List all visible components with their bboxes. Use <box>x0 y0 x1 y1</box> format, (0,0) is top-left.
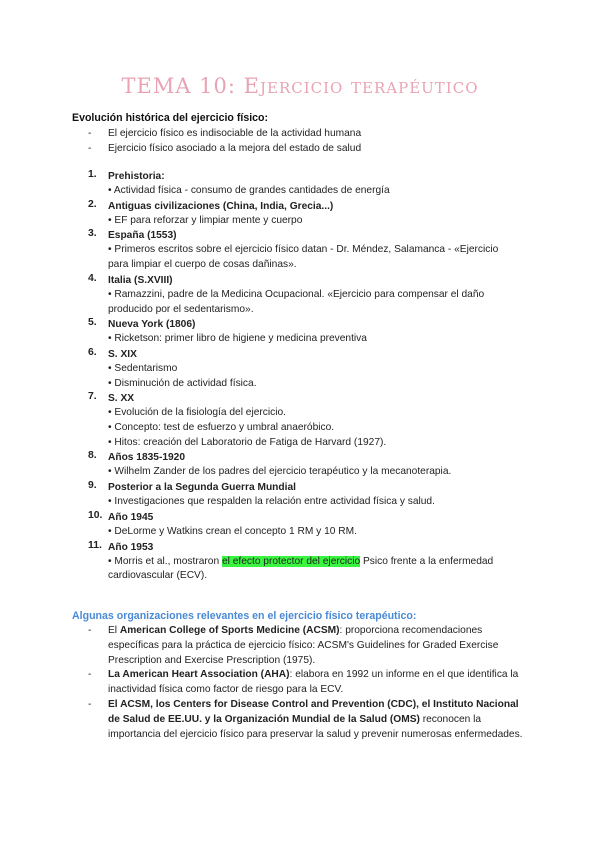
item-line: • Evolución de la fisiología del ejercicio. <box>108 407 286 419</box>
item-line: • Wilhelm Zander de los padres del ejercicio terapéutico y la mecanoterapia. <box>108 466 452 478</box>
item-heading: S. XX <box>108 393 135 405</box>
item-heading: Antiguas civilizaciones (China, India, Grecia...) <box>108 200 334 212</box>
item-number: 7. <box>88 391 97 403</box>
item-text: : elabora en 1992 un informe en el que identifica la inactividad física como factor de riesgo para la ECV. <box>108 669 519 696</box>
item-number: 10. <box>88 509 103 521</box>
item-line: • Investigaciones que respalden la relación entre actividad física y salud. <box>108 496 435 508</box>
item-heading: Años 1835-1920 <box>108 452 186 464</box>
item-heading: Prehistoria: <box>108 171 165 182</box>
item-number: 4. <box>88 272 97 284</box>
organization-item <box>88 698 528 742</box>
organizations-list <box>88 624 528 742</box>
item-line: • Actividad física - consumo de grandes cantidades de energía <box>108 185 390 196</box>
item-number: 6. <box>88 346 97 358</box>
item-heading: España (1553) <box>108 230 177 242</box>
item-heading: Año 1945 <box>108 511 154 523</box>
history-item <box>88 317 518 347</box>
history-item <box>88 273 518 317</box>
list-item: - Ejercicio físico asociado a la mejora del estado de salud <box>88 141 528 156</box>
item-text: • Morris et al., mostraron <box>108 555 222 567</box>
history-item <box>88 199 518 229</box>
organization-item <box>88 624 528 668</box>
item-line: • Primeros escritos sobre el ejercicio físico datan - Dr. Méndez, Salamanca - «Ejercicio para limpiar el cuerpo de cosas dañinas». <box>108 244 499 271</box>
organization-name: American College of Sports Medicine (ACSM) <box>119 625 340 636</box>
item-heading: Italia (S.XVIII) <box>108 274 173 286</box>
item-heading: Año 1953 <box>108 541 154 553</box>
item-text: El <box>108 625 120 636</box>
item-number: 11. <box>88 539 102 551</box>
highlighted-text: el efecto protector del ejercicio <box>221 555 361 567</box>
item-number: 5. <box>88 317 97 329</box>
item-line <box>108 555 518 584</box>
history-item <box>88 169 518 199</box>
section-heading-history: Evolución histórica del ejercicio físico: <box>72 112 269 124</box>
item-line: • Disminución de actividad física. <box>108 377 257 389</box>
history-item <box>88 540 518 584</box>
item-line: • EF para reforzar y limpiar mente y cuerpo <box>108 214 303 226</box>
item-heading: Nueva York (1806) <box>108 319 196 331</box>
organization-item <box>88 668 528 698</box>
item-number: 1. <box>88 169 97 180</box>
item-number: 9. <box>88 480 97 492</box>
section-heading-organizations: Algunas organizaciones relevantes en el ejercicio físico terapéutico: <box>72 610 417 622</box>
item-line: • Concepto: test de esfuerzo y umbral anaeróbico. <box>108 422 335 434</box>
item-heading: Posterior a la Segunda Guerra Mundial <box>108 482 296 494</box>
organization-name: La American Heart Association (AHA) <box>108 669 290 681</box>
item-number: 3. <box>88 228 97 240</box>
intro-bullet-list <box>88 126 528 156</box>
history-item <box>88 228 518 272</box>
item-number: 8. <box>88 450 97 462</box>
history-item <box>88 480 518 510</box>
history-item <box>88 391 518 450</box>
history-numbered-list <box>88 169 518 584</box>
list-item: - El ejercicio físico es indisociable de la actividad humana <box>88 126 528 141</box>
item-line: • Sedentarismo <box>108 362 178 374</box>
history-item <box>88 450 518 480</box>
item-line: • Hitos: creación del Laboratorio de Fatiga de Harvard (1927). <box>108 436 387 448</box>
item-number: 2. <box>88 198 97 210</box>
item-line: • Ramazzini, padre de la Medicina Ocupacional. «Ejercicio para compensar el daño producido por el sedentarismo». <box>108 288 485 315</box>
item-line: • DeLorme y Watkins crean el concepto 1 RM y 10 RM. <box>108 525 357 537</box>
history-item <box>88 347 518 391</box>
item-text: Psico frente a la enfermedad cardiovascular (ECV). <box>108 555 494 582</box>
history-item <box>88 510 518 540</box>
item-heading: S. XIX <box>108 348 137 360</box>
item-text: : proporciona recomendaciones específicas para la práctica de ejercicio físico: ACSM's Guidelines for Graded Exercise Prescription and Exercise Prescription (1975). <box>108 625 499 666</box>
item-text: reconocen la importancia del ejercicio físico para preservar la salud y prevenir numerosas enfermedades. <box>108 713 523 740</box>
page-title: TEMA 10: Ejercicio terapéutico <box>121 74 479 98</box>
item-line: • Ricketson: primer libro de higiene y medicina preventiva <box>108 333 367 345</box>
organization-name: El ACSM, los Centers for Disease Control and Prevention (CDC), el Instituto Nacional de Salud de EE.UU. y la Organización Mundial de la Salud (OMS) <box>108 698 519 725</box>
